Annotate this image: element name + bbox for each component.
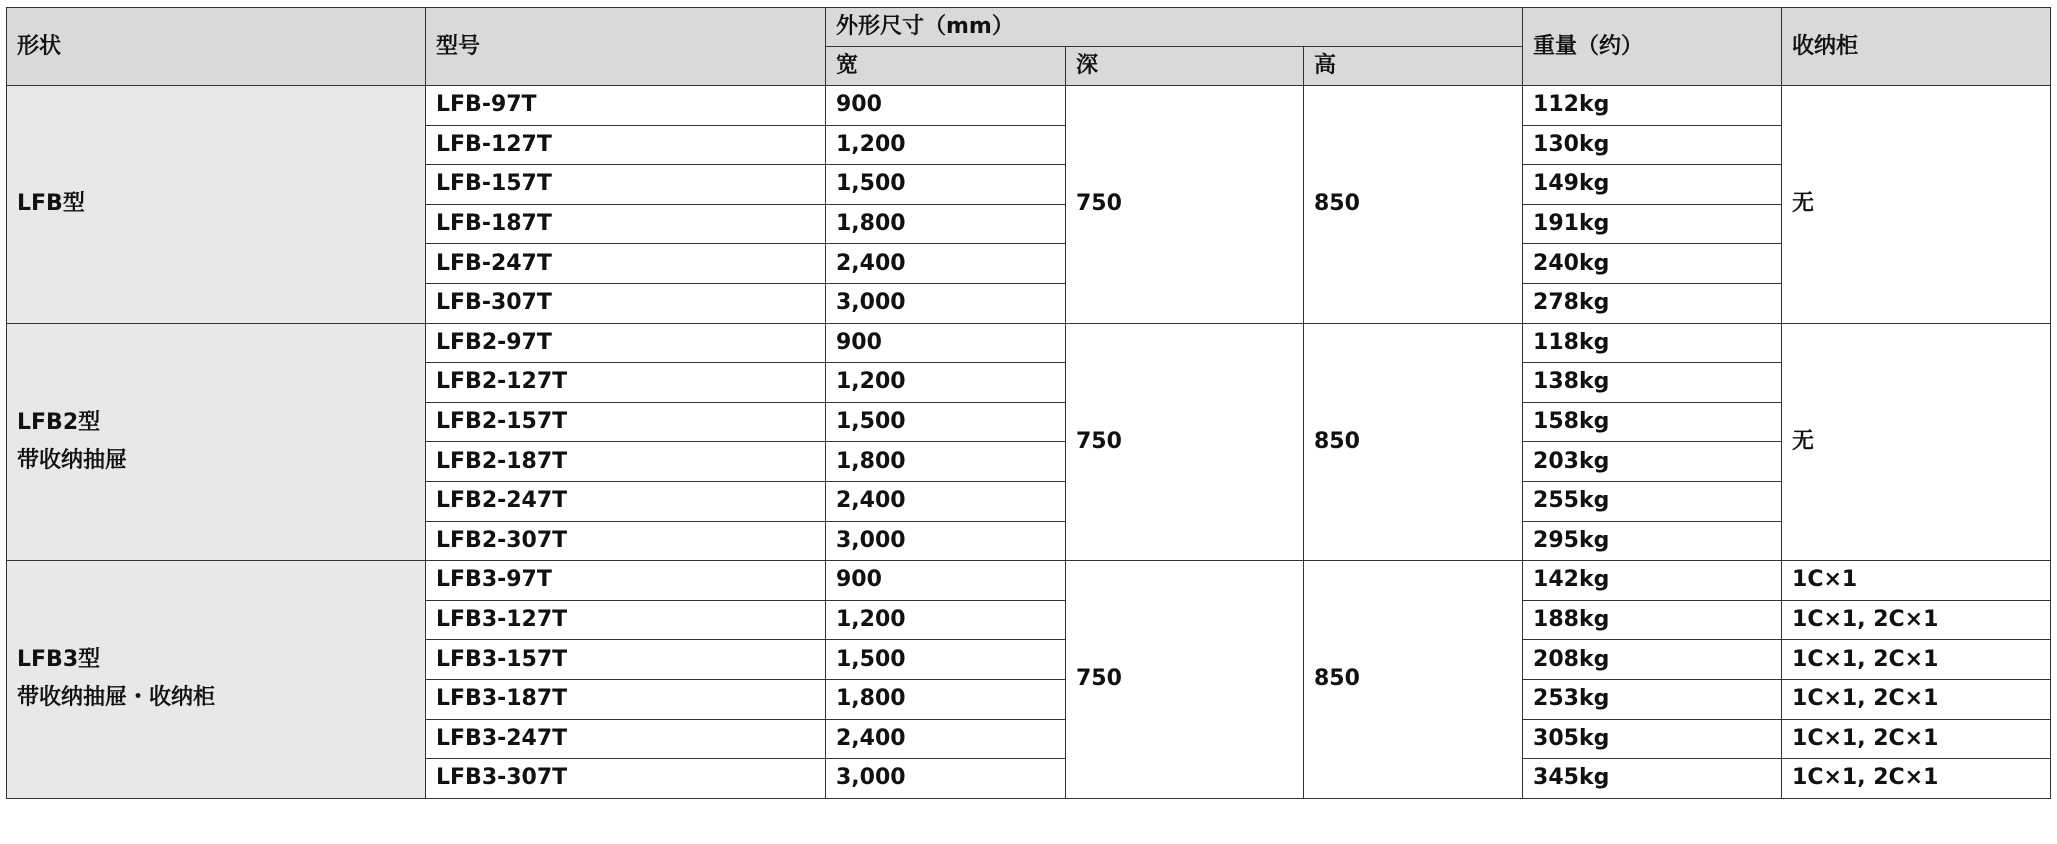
- table-body: [7, 86, 2051, 799]
- model-cell: LFB2-127T: [426, 363, 826, 403]
- width-cell: 3,000: [826, 283, 1066, 323]
- weight-cell: 142kg: [1523, 561, 1782, 601]
- width-cell: 1,800: [826, 679, 1066, 719]
- header-shape: 形状: [7, 8, 426, 86]
- cabinet-cell: 无: [1782, 323, 2051, 561]
- width-cell: 1,800: [826, 442, 1066, 482]
- model-cell: LFB3-187T: [426, 679, 826, 719]
- weight-cell: 253kg: [1523, 679, 1782, 719]
- model-cell: LFB-127T: [426, 125, 826, 165]
- header-depth: 深: [1066, 47, 1304, 86]
- model-cell: LFB-247T: [426, 244, 826, 284]
- weight-cell: 305kg: [1523, 719, 1782, 759]
- header-weight: 重量（约）: [1523, 8, 1782, 86]
- header-dimensions: 外形尺寸（mm）: [826, 8, 1523, 47]
- width-cell: 3,000: [826, 521, 1066, 561]
- weight-cell: 208kg: [1523, 640, 1782, 680]
- weight-cell: 118kg: [1523, 323, 1782, 363]
- header-cabinet: 收纳柜: [1782, 8, 2051, 86]
- cabinet-cell: 1C×1, 2C×1: [1782, 640, 2051, 680]
- depth-cell: 750: [1066, 86, 1304, 324]
- table-row: [7, 86, 2051, 126]
- model-cell: LFB2-307T: [426, 521, 826, 561]
- width-cell: 900: [826, 323, 1066, 363]
- cabinet-cell: 1C×1, 2C×1: [1782, 600, 2051, 640]
- table-row: [7, 323, 2051, 363]
- shape-label-line: LFB3型: [17, 647, 101, 673]
- table-row: [7, 561, 2051, 601]
- weight-cell: 138kg: [1523, 363, 1782, 403]
- shape-label-line: LFB2型: [17, 409, 101, 435]
- shape-label-line: 带收纳抽屉・收纳柜: [17, 685, 216, 711]
- model-cell: LFB-187T: [426, 204, 826, 244]
- weight-cell: 191kg: [1523, 204, 1782, 244]
- shape-cell: [7, 86, 426, 324]
- header-model: 型号: [426, 8, 826, 86]
- weight-cell: 295kg: [1523, 521, 1782, 561]
- width-cell: 1,200: [826, 363, 1066, 403]
- model-cell: LFB-307T: [426, 283, 826, 323]
- model-cell: LFB2-97T: [426, 323, 826, 363]
- width-cell: 900: [826, 86, 1066, 126]
- width-cell: 1,500: [826, 165, 1066, 205]
- weight-cell: 203kg: [1523, 442, 1782, 482]
- weight-cell: 158kg: [1523, 402, 1782, 442]
- model-cell: LFB3-307T: [426, 759, 826, 799]
- model-cell: LFB-157T: [426, 165, 826, 205]
- header-row-1: [7, 8, 2051, 47]
- weight-cell: 278kg: [1523, 283, 1782, 323]
- header-width: 宽: [826, 47, 1066, 86]
- weight-cell: 188kg: [1523, 600, 1782, 640]
- model-cell: LFB3-97T: [426, 561, 826, 601]
- width-cell: 2,400: [826, 481, 1066, 521]
- weight-cell: 112kg: [1523, 86, 1782, 126]
- width-cell: 2,400: [826, 244, 1066, 284]
- width-cell: 1,500: [826, 640, 1066, 680]
- cabinet-cell: 1C×1, 2C×1: [1782, 719, 2051, 759]
- shape-cell: [7, 561, 426, 799]
- model-cell: LFB3-127T: [426, 600, 826, 640]
- model-cell: LFB3-157T: [426, 640, 826, 680]
- weight-cell: 149kg: [1523, 165, 1782, 205]
- model-cell: LFB-97T: [426, 86, 826, 126]
- weight-cell: 255kg: [1523, 481, 1782, 521]
- height-cell: 850: [1304, 323, 1523, 561]
- width-cell: 1,200: [826, 600, 1066, 640]
- shape-label-line: LFB型: [17, 191, 85, 217]
- model-cell: LFB3-247T: [426, 719, 826, 759]
- model-cell: LFB2-187T: [426, 442, 826, 482]
- cabinet-cell: 1C×1, 2C×1: [1782, 759, 2051, 799]
- height-cell: 850: [1304, 561, 1523, 799]
- depth-cell: 750: [1066, 323, 1304, 561]
- height-cell: 850: [1304, 86, 1523, 324]
- weight-cell: 345kg: [1523, 759, 1782, 799]
- weight-cell: 130kg: [1523, 125, 1782, 165]
- spec-table: [6, 7, 2051, 799]
- shape-label-line: 带收纳抽屉: [17, 447, 128, 473]
- width-cell: 900: [826, 561, 1066, 601]
- cabinet-cell: 无: [1782, 86, 2051, 324]
- model-cell: LFB2-247T: [426, 481, 826, 521]
- depth-cell: 750: [1066, 561, 1304, 799]
- width-cell: 1,200: [826, 125, 1066, 165]
- width-cell: 3,000: [826, 759, 1066, 799]
- width-cell: 1,800: [826, 204, 1066, 244]
- weight-cell: 240kg: [1523, 244, 1782, 284]
- width-cell: 2,400: [826, 719, 1066, 759]
- width-cell: 1,500: [826, 402, 1066, 442]
- shape-cell: [7, 323, 426, 561]
- cabinet-cell: 1C×1: [1782, 561, 2051, 601]
- cabinet-cell: 1C×1, 2C×1: [1782, 679, 2051, 719]
- model-cell: LFB2-157T: [426, 402, 826, 442]
- header-height: 高: [1304, 47, 1523, 86]
